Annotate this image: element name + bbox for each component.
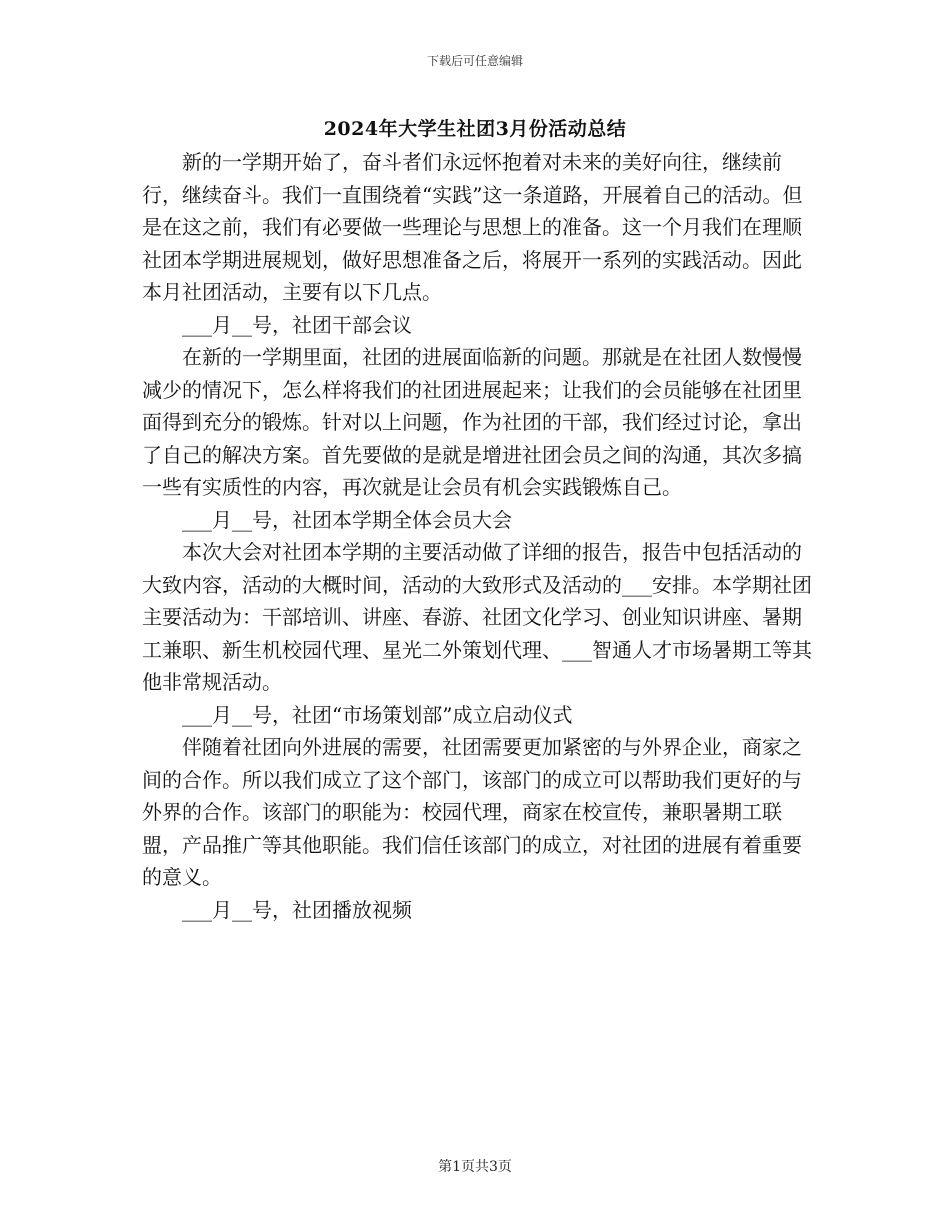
- intro-paragraph: 新的一学期开始了，奋斗者们永远怀抱着对未来的美好向往，继续前行，继续奋斗。我们一直围绕着“实践”这一条道路，开展着自己的活动。但是在这之前，我们有必要做一些理论与思想上的准备。这一个月我们在理顺社团本学期进展规划，做好思想准备之后，将展开一系列的实践活动。因此本月社团活动，主要有以下几点。: [142, 150, 803, 304]
- marketing-dept-paragraph: 伴随着社团向外进展的需要，社团需要更加紧密的与外界企业，商家之间的合作。所以我们成立了这个部门，该部门的成立可以帮助我们更好的与外界的合作。该部门的职能为：校园代理，商家在校宣传，兼职暑期工联盟，产品推广等其他职能。我们信任该部门的成立，对社团的进展有着重要的意义。: [142, 735, 802, 889]
- page-number-footer: 第1页共3页: [438, 1159, 512, 1175]
- section-heading-general-assembly: ___月__号，社团本学期全体会员大会: [182, 507, 512, 532]
- section-heading-video: ___月__号，社团播放视频: [182, 897, 412, 922]
- header-note: 下载后可任意编辑: [426, 54, 523, 68]
- section-heading-cadre-meeting: ___月__号，社团干部会议: [182, 312, 412, 337]
- section-heading-marketing-dept: ___月__号，社团“市场策划部”成立启动仪式: [182, 702, 573, 727]
- document-title: 2024年大学生社团3月份活动总结: [323, 118, 627, 140]
- general-assembly-paragraph: 本次大会对社团本学期的主要活动做了详细的报告，报告中包括活动的大致内容，活动的大概时间，活动的大致形式及活动的___安排。本学期社团主要活动为：干部培训、讲座、春游、社团文化学习、创业知识讲座、暑期工兼职、新生机校园代理、星光二外策划代理、___智通人才市场暑期工等其他非常规活动。: [142, 540, 812, 694]
- document-body: [142, 146, 812, 926]
- cadre-meeting-paragraph: 在新的一学期里面，社团的进展面临新的问题。那就是在社团人数慢慢减少的情况下，怎么样将我们的社团进展起来；让我们的会员能够在社团里面得到充分的锻炼。针对以上问题，作为社团的干部，我们经过讨论，拿出了自己的解决方案。首先要做的是就是增进社团会员之间的沟通，其次多搞一些有实质性的内容，再次就是让会员有机会实践锻炼自己。: [142, 345, 802, 499]
